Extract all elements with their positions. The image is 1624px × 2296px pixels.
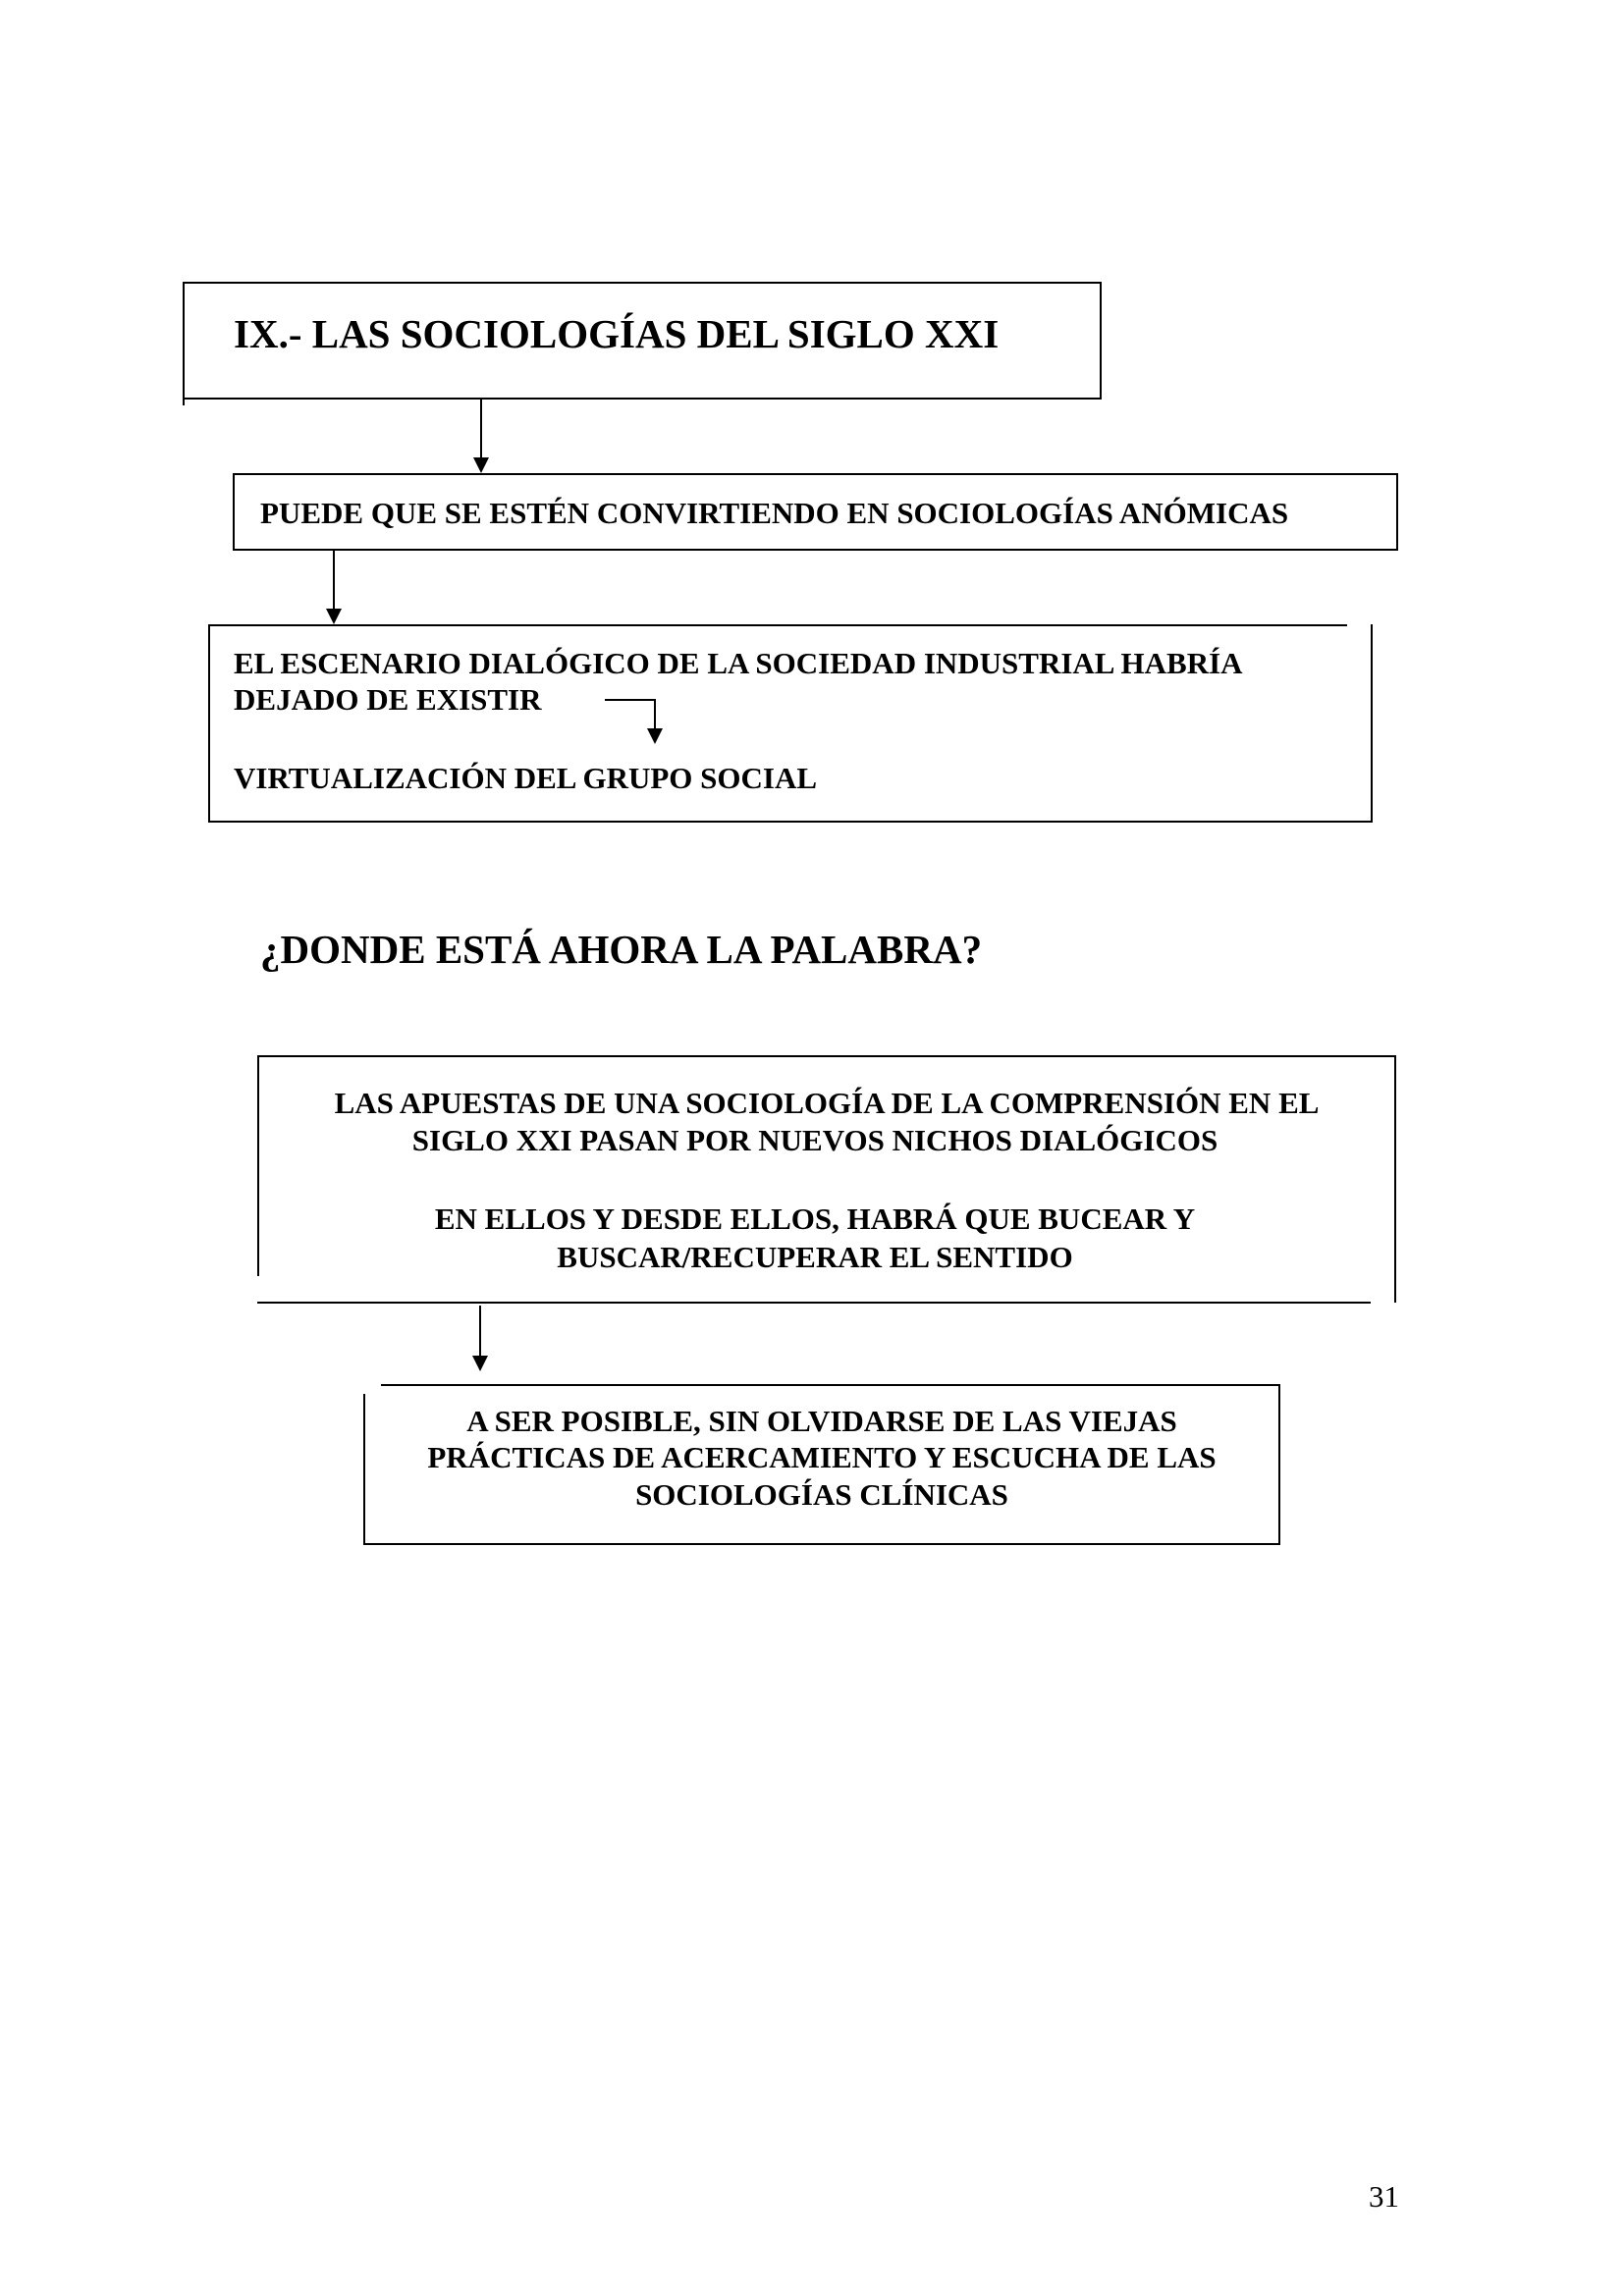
bets-line-4: BUSCAR/RECUPERAR EL SENTIDO [557,1240,1073,1274]
scenario-line-2: DEJADO DE EXISTIR [234,682,542,717]
page-number: 31 [1369,2179,1399,2214]
bets-line-3: EN ELLOS Y DESDE ELLOS, HABRÁ QUE BUCEAR Y [434,1201,1196,1236]
scenario-line-1: EL ESCENARIO DIALÓGICO DE LA SOCIEDAD INDUSTRIAL HABRÍA [234,646,1243,680]
clinical-line-2: PRÁCTICAS DE ACERCAMIENTO Y ESCUCHA DE LAS [427,1440,1217,1474]
anomic-text: PUEDE QUE SE ESTÉN CONVIRTIENDO EN SOCIOLOGÍAS ANÓMICAS [260,496,1289,530]
scenario-line-3: VIRTUALIZACIÓN DEL GRUPO SOCIAL [234,761,818,795]
clinical-line-3: SOCIOLOGÍAS CLÍNICAS [635,1477,1008,1512]
title-text: IX.- LAS SOCIOLOGÍAS DEL SIGLO XXI [234,311,1000,356]
bets-line-2: SIGLO XXI PASAN POR NUEVOS NICHOS DIALÓGICOS [411,1123,1218,1157]
clinical-line-1: A SER POSIBLE, SIN OLVIDARSE DE LAS VIEJAS [466,1404,1177,1438]
bets-line-1: LAS APUESTAS DE UNA SOCIOLOGÍA DE LA COMPRENSIÓN EN EL [334,1086,1320,1120]
question-heading: ¿DONDE ESTÁ AHORA LA PALABRA? [260,927,983,972]
